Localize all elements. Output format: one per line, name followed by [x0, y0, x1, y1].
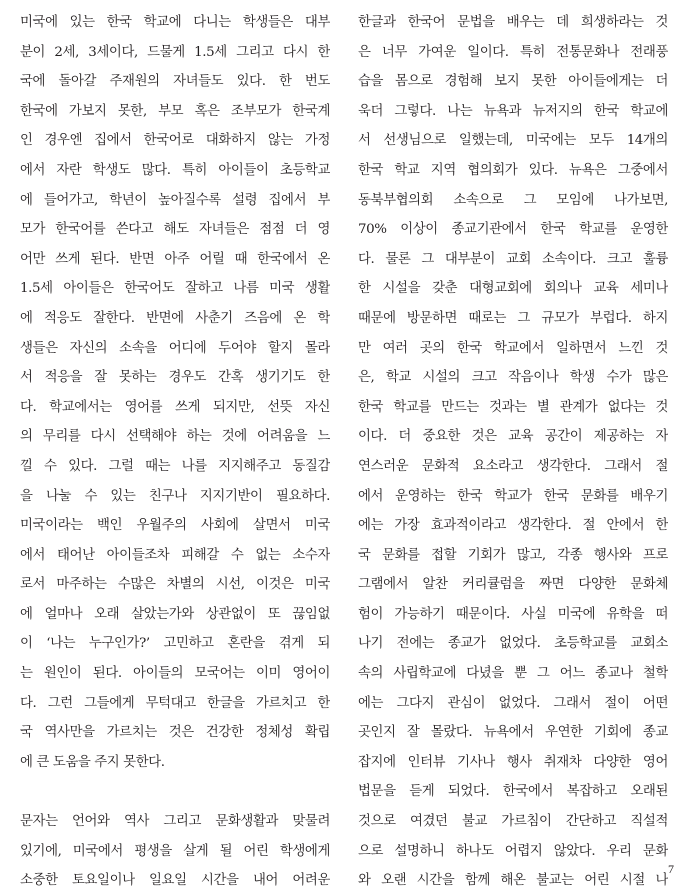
text-line: 것으로 여겼던 불교 가르침이 간단하고 직설적 — [358, 814, 668, 830]
text-line: 1.5세 아이들은 한국어도 잘하고 나름 미국 생활 — [20, 281, 330, 297]
text-line: 으로 설명하니 하나도 어렵지 않았다. 우리 문화 — [358, 843, 668, 859]
text-line: 그램에서 알찬 커리큘럼을 짜면 다양한 문화체 — [358, 577, 668, 593]
text-line: 이다. 더 중요한 것은 교육 공간이 제공하는 자 — [358, 429, 668, 445]
text-line: 을 나눌 수 있는 친구나 지지기반이 필요하다. — [20, 488, 330, 504]
text-line: 에 큰 도움을 주지 못한다. — [20, 754, 165, 770]
text-line: 에서 자란 학생도 많다. 특히 아이들이 초등학교 — [20, 162, 330, 178]
text-line: 한 시설을 갖춘 대형교회에 회의나 교육 세미나 — [358, 281, 668, 297]
text-line: 속의 사립학교에 다녔을 뿐 그 어느 종교나 철학 — [358, 666, 668, 682]
text-line: 다. 그런 그들에게 무턱대고 한글을 가르치고 한 — [20, 695, 330, 711]
page-number: 7 — [668, 862, 674, 876]
right-column — [358, 8, 668, 896]
text-line: 미국에 있는 한국 학교에 다니는 학생들은 대부 — [20, 15, 330, 30]
text-line: 와 오랜 시간을 함께 해온 불교는 어린 시절 나 — [358, 873, 668, 889]
text-line: 에는 그다지 관심이 없었다. 그래서 절이 어떤 — [358, 695, 668, 711]
text-line: 서 적응을 잘 못하는 경우도 간혹 생기기도 한 — [20, 370, 330, 386]
text-line: 동북부협의회 소속으로 그 모임에 나가보면, — [358, 192, 668, 208]
text-line: 다. 물론 그 대부분이 교회 소속이다. 크고 훌륭 — [358, 251, 668, 267]
text-line: 문자는 언어와 역사 그리고 문화생활과 맞물려 — [20, 814, 330, 830]
text-line: 한국에 가보지 못한, 부모 혹은 조부모가 한국계 — [20, 103, 330, 119]
text-line: 모가 한국어를 쓴다고 해도 자녀들은 점점 더 영 — [20, 222, 330, 238]
paragraph-3 — [358, 8, 668, 896]
text-line: 의 무리를 다시 선택해야 하는 것에 어려움을 느 — [20, 429, 330, 445]
text-line: 미국이라는 백인 우월주의 사회에 살면서 미국 — [20, 518, 330, 534]
text-line: 에 적응도 잘한다. 반면에 사춘기 즈음에 온 학 — [20, 310, 330, 326]
text-line: 로서 마주하는 수많은 차별의 시선, 이것은 미국 — [20, 577, 330, 593]
text-line: 만 여러 곳의 한국 학교에서 일하면서 느낀 것 — [358, 340, 668, 356]
text-line: 나기 전에는 종교가 없었다. 초등학교를 교회소 — [358, 636, 668, 652]
text-line: 있기에, 미국에서 평생을 살게 될 어린 학생에게 — [20, 843, 330, 859]
text-line: 욱더 그렇다. 나는 뉴욕과 뉴저지의 한국 학교에 — [358, 103, 668, 119]
text-line: 에 얼마나 오래 살았는가와 상관없이 또 끊임없 — [20, 606, 330, 622]
text-line: 분이 2세, 3세이다, 드물게 1.5세 그리고 다시 한 — [20, 44, 330, 60]
text-line: 곳인지 잘 몰랐다. 뉴욕에서 우연한 기회에 종교 — [358, 725, 668, 741]
text-line: 인 경우엔 집에서 한국어로 대화하지 않는 가정 — [20, 133, 330, 149]
text-line: 어만 쓰게 된다. 반면 아주 어릴 때 한국에서 온 — [20, 251, 330, 267]
text-line: 소중한 토요일이나 일요일 시간을 내어 어려운 — [20, 873, 330, 889]
text-line: 연스러운 문화적 요소라고 생각한다. 그래서 절 — [358, 458, 668, 474]
text-line: 에는 가장 효과적이라고 생각한다. 절 안에서 한 — [358, 518, 668, 534]
left-column — [20, 8, 330, 896]
text-line: 70% 이상이 종교기관에서 한국 학교를 운영한 — [358, 222, 668, 238]
text-line: 잡지에 인터뷰 기사나 행사 취재차 다양한 영어 — [358, 754, 668, 770]
text-line: 에서 태어난 아이들조차 피해갈 수 없는 소수자 — [20, 547, 330, 563]
text-line: 때문에 방문하면 때로는 그 규모가 부럽다. 하지 — [358, 310, 668, 326]
text-line: 한국 학교를 만드는 것과는 별 관계가 없다는 것 — [358, 399, 668, 415]
text-line: 다. 학교에서는 영어를 쓰게 되지만, 선뜻 자신 — [20, 399, 330, 415]
text-line: 생들은 자신의 소속을 어디에 두어야 할지 몰라 — [20, 340, 330, 356]
paragraph-2 — [20, 807, 330, 896]
text-line: 은 너무 가여운 일이다. 특히 전통문화나 전래풍 — [358, 44, 668, 60]
text-line: 한국 학교 지역 협의회가 있다. 뉴욕은 그중에서 — [358, 162, 668, 178]
text-line: 서 선생님으로 일했는데, 미국에는 모두 14개의 — [358, 133, 668, 149]
text-line: 험이 가능하기 때문이다. 사실 미국에 유학을 떠 — [358, 606, 668, 622]
text-line: 는 원인이 된다. 아이들의 모국어는 이미 영어이 — [20, 666, 330, 682]
text-line: 습을 몸으로 경험해 보지 못한 아이들에게는 더 — [358, 74, 668, 90]
text-line: 에서 운영하는 한국 학교가 한국 문화를 배우기 — [358, 488, 668, 504]
text-line: 국 역사만을 가르치는 것은 건강한 정체성 확립 — [20, 725, 330, 741]
text-line: 국 문화를 접할 기회가 많고, 각종 행사와 프로 — [358, 547, 668, 563]
text-line: 에 들어가고, 학년이 높아질수록 설령 집에서 부 — [20, 192, 330, 208]
paragraph-1 — [20, 8, 330, 777]
text-line: 이 ‘나는 누구인가?’ 고민하고 혼란을 겪게 되 — [20, 636, 330, 652]
text-line: 한글과 한국어 문법을 배우는 데 희생하라는 것 — [358, 15, 668, 30]
paragraph-gap — [20, 777, 330, 807]
text-line: 은, 학교 시설의 크고 작음이나 학생 수가 많은 — [358, 370, 668, 386]
text-line: 법문을 듣게 되었다. 한국에서 복잡하고 오래된 — [358, 784, 668, 800]
text-line: 국에 돌아갈 주재원의 자녀들도 있다. 한 번도 — [20, 74, 330, 90]
text-line: 낄 수 있다. 그럴 때는 나를 지지해주고 동질감 — [20, 458, 330, 474]
